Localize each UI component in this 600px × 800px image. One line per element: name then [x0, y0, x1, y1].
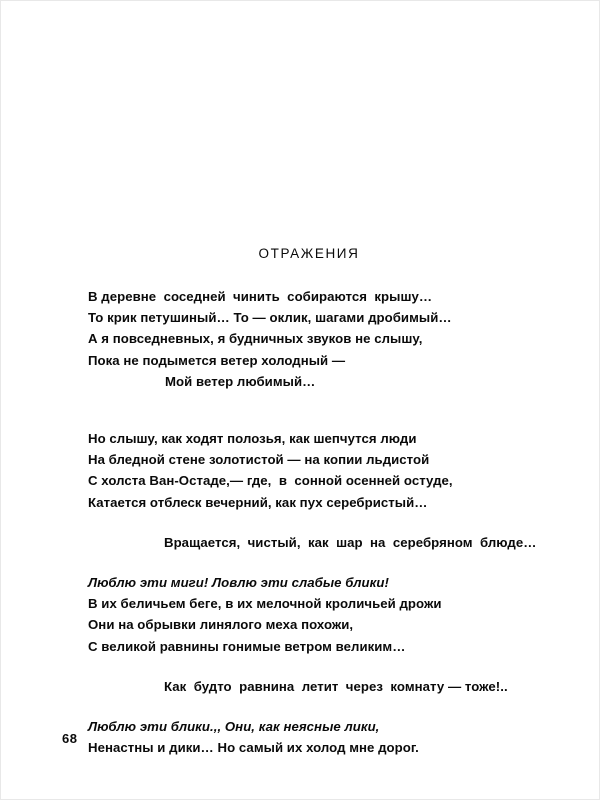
poem-line: Ненастны и дики… Но самый их холод мне дорог.: [88, 740, 419, 756]
poem-line: С великой равнины гонимые ветром великим…: [88, 638, 406, 654]
poem-line: На бледной стене золотистой — на копии льдистой: [88, 452, 430, 468]
poem-body: [88, 286, 548, 758]
page-number: 68: [62, 731, 78, 746]
stanza-4: [88, 716, 548, 758]
stanza-gap: [88, 553, 548, 572]
poem-line: С холста Ван-Остаде,— где, в сонной осенней остуде,: [88, 473, 453, 489]
poem-line: Катается отблеск вечерний, как пух серебристый…: [88, 494, 428, 510]
stanza-gap: [88, 409, 548, 428]
poem-line: Они на обрывки линялого меха похожи,: [88, 617, 354, 633]
poem-line: То крик петушиный… То — оклик, шагами дробимый…: [88, 310, 452, 326]
poem-line: Как будто равнина летит через комнату — тоже!..: [164, 678, 508, 694]
stanza-gap: [88, 657, 548, 676]
poem-line: В деревне соседней чинить собираются крышу…: [88, 289, 433, 304]
stanza-3: [88, 572, 548, 657]
solo-line-2: [88, 676, 548, 697]
poem-line: Вращается, чистый, как шар на серебряном блюде…: [164, 534, 537, 550]
stanza-gap: [88, 697, 548, 716]
poem-line: Но слышу, как ходят полозья, как шепчутся люди: [88, 431, 417, 447]
poem-line: Люблю эти миги! Ловлю эти слабые блики!: [88, 575, 389, 591]
poem-line: Пока не подымется ветер холодный —: [88, 352, 346, 368]
poem-line: А я повседневных, я будничных звуков не слышу,: [88, 331, 423, 347]
poem-line: В их беличьем беге, в их мелочной кроличьей дрожи: [88, 596, 442, 612]
stanza-gap: [88, 513, 548, 532]
stanza-1: [88, 286, 548, 392]
poem-line: Люблю эти блики.,, Они, как неясные лики,: [88, 719, 380, 735]
stanza-2: [88, 428, 548, 513]
poem-title: ОТРАЖЕНИЯ: [258, 246, 360, 261]
poem-line: Мой ветер любимый…: [165, 373, 316, 389]
solo-line-1: [88, 532, 548, 553]
